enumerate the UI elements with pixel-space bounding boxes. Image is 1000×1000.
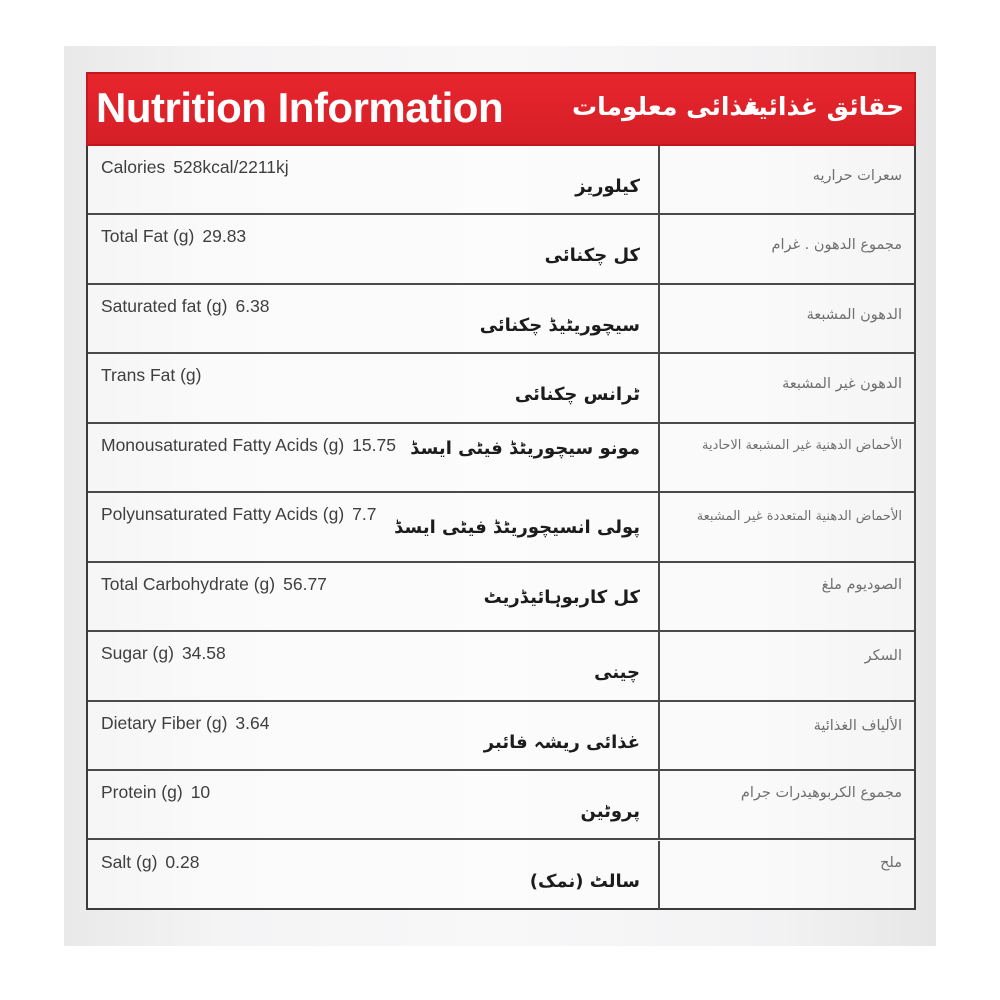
nutrient-label: Dietary Fiber (g) 3.64 [101, 712, 270, 733]
nutrient-arabic: ملح [880, 854, 902, 871]
nutrient-urdu: ٹرانس چکنائی [514, 384, 640, 406]
nutrient-urdu: سیچوریٹیڈ چکنائی [479, 314, 640, 336]
column-divider [658, 702, 660, 769]
nutrient-label: Total Carbohydrate (g) 56.77 [101, 573, 327, 594]
nutrient-urdu: سالٹ (نمک) [529, 870, 640, 892]
nutrient-urdu: مونو سیچوریٹڈ فیٹی ایسڈ [410, 437, 640, 459]
nutrient-label: Salt (g) 0.28 [101, 851, 200, 872]
nutrient-arabic: الأحماض الدهنية المتعددة غير المشبعة [696, 509, 902, 525]
title-urdu: غذائی معلومات [572, 92, 761, 121]
nutrient-label: Saturated fat (g) 6.38 [101, 295, 270, 316]
nutrition-table [86, 146, 916, 910]
nutrient-value: 6.38 [235, 295, 270, 316]
table-row-protein [88, 771, 914, 840]
nutrient-label: Total Fat (g) 29.83 [101, 226, 247, 247]
nutrient-value: 56.77 [283, 573, 327, 594]
nutrient-label: Calories 528kcal/2211kj [101, 157, 289, 177]
nutrient-arabic: السكر [864, 648, 902, 665]
nutrient-value: 3.64 [235, 712, 270, 733]
nutrient-arabic: سعرات حراريه [812, 168, 902, 184]
nutrient-value: 34.58 [181, 643, 226, 664]
table-row-trans-fat [88, 354, 914, 423]
nutrient-arabic: الدهون المشبعة [806, 306, 902, 323]
nutrient-value: 0.28 [165, 851, 200, 872]
nutrient-urdu: کیلوریز [575, 176, 640, 197]
table-row-salt [88, 841, 914, 910]
nutrient-urdu: غذائی ریشہ فائبر [483, 731, 640, 753]
column-divider [658, 285, 660, 352]
column-divider [658, 493, 660, 560]
table-row-calories [88, 146, 914, 215]
nutrient-arabic: مجموع الكربوهيدرات جرام [740, 785, 902, 802]
title-english: Nutrition Information [96, 84, 504, 131]
nutrient-arabic: مجموع الدهون . غرام [771, 237, 902, 254]
nutrient-urdu: کل کاربوہائیڈریٹ [483, 586, 640, 608]
column-divider [658, 771, 660, 838]
nutrient-arabic: الأحماض الدهنية غير المشبعة الاحادية [702, 437, 902, 453]
nutrient-value: 15.75 [352, 434, 396, 455]
nutrient-label: Trans Fat (g) [101, 365, 202, 386]
nutrient-label: Monousaturated Fatty Acids (g) 15.75 [101, 434, 396, 455]
table-row-total-carbohydrate [88, 563, 914, 632]
nutrient-urdu: پروٹین [580, 801, 640, 823]
nutrient-arabic: الألياف الغذائية [813, 717, 902, 734]
column-divider [658, 841, 660, 910]
nutrient-urdu: کل چکنائی [544, 245, 640, 267]
nutrient-value: 10 [190, 782, 211, 803]
column-divider [658, 146, 660, 213]
nutrient-value: 29.83 [202, 226, 247, 247]
column-divider [658, 632, 660, 699]
title-arabic: حقائق غذائية [743, 92, 904, 121]
nutrient-label: Sugar (g) 34.58 [101, 643, 226, 664]
nutrient-urdu: پولی انسیچوریٹڈ فیٹی ایسڈ [394, 517, 640, 539]
nutrient-urdu: چینی [594, 662, 640, 684]
nutrient-label: Polyunsaturated Fatty Acids (g) 7.7 [101, 504, 377, 525]
table-row-sugar [88, 632, 914, 701]
column-divider [658, 563, 660, 630]
nutrient-label: Protein (g) 10 [101, 782, 211, 803]
column-divider [658, 215, 660, 282]
nutrient-arabic: الدهون غير المشبعة [782, 376, 902, 393]
table-row-dietary-fiber [88, 702, 914, 771]
table-row-monounsaturated [88, 424, 914, 493]
table-row-polyunsaturated [88, 493, 914, 562]
column-divider [658, 354, 660, 421]
nutrient-value: 7.7 [352, 504, 377, 525]
nutrient-arabic: الصوديوم ملغ [821, 576, 902, 593]
nutrient-value: 528kcal/2211kj [173, 157, 289, 177]
table-row-total-fat [88, 215, 914, 284]
column-divider [658, 424, 660, 491]
table-row-saturated-fat [88, 285, 914, 354]
title-bar [86, 72, 916, 146]
